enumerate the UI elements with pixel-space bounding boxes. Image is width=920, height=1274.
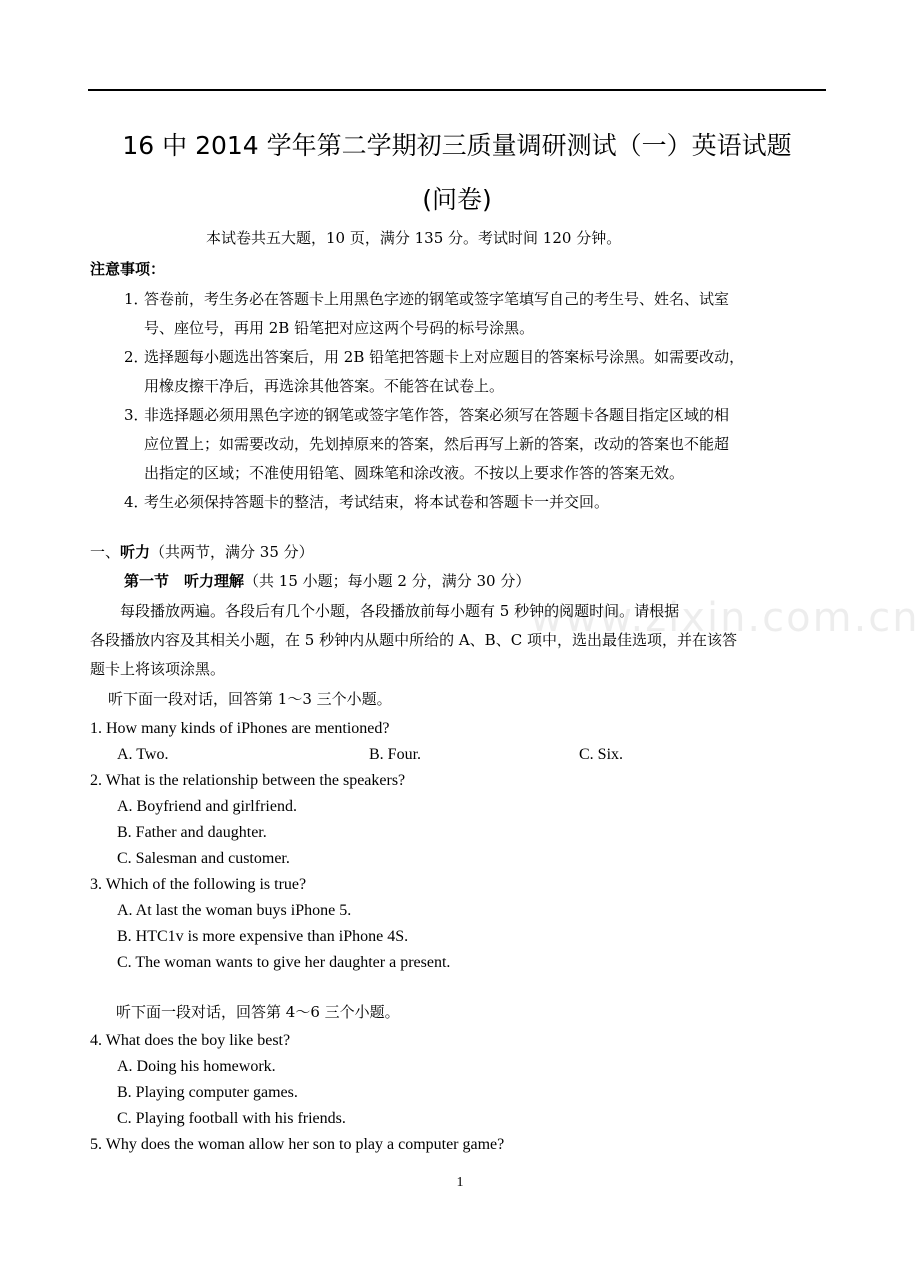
notice-list (124, 285, 828, 517)
notice-line: 出指定的区域；不准使用铅笔、圆珠笔和涂改液。不按以上要求作答的答案无效。 (144, 464, 685, 482)
option-a: A. Doing his homework. (117, 1058, 276, 1075)
question-stem: 3. Which of the following is true? (90, 876, 307, 893)
option-b: B. Playing computer games. (117, 1084, 298, 1101)
section1-instructions (90, 597, 828, 684)
dialog-note: 听下面一段对话，回答第 4～6 三个小题。 (116, 1003, 400, 1021)
notice-line: 非选择题必须用黑色字迹的钢笔或签字笔作答，答案必须写在答题卡各题目指定区域的相 (144, 406, 730, 424)
question-stem: 5. Why does the woman allow her son to play a computer game? (90, 1136, 505, 1153)
option-a: A. Two. (117, 746, 169, 763)
watermark: www.zixin.com.cn (530, 595, 920, 641)
option-c: C. Six. (579, 746, 624, 763)
question-stem: 4. What does the boy like best? (90, 1032, 291, 1049)
option-a: A. Boyfriend and girlfriend. (117, 798, 297, 815)
notice-heading: 注意事项： (90, 260, 166, 278)
notice-item-number: 4． (124, 493, 149, 511)
question-list (90, 716, 830, 976)
section1-detail: （共 15 小题；每小题 2 分，满分 30 分） (244, 572, 531, 590)
option-c: C. Playing football with his friends. (117, 1110, 346, 1127)
notice-line: 选择题每小题选出答案后，用 2B 铅笔把答题卡上对应题目的答案标号涂黑。如需要改动， (144, 348, 745, 366)
option-a: A. At last the woman buys iPhone 5. (117, 902, 352, 919)
notice-line: 应位置上；如需要改动，先划掉原来的答案，然后再写上新的答案，改动的答案也不能超 (144, 435, 730, 453)
notice-line: 号、座位号，再用 2B 铅笔把对应这两个号码的标号涂黑。 (144, 319, 535, 337)
section1-label: 第一节 听力理解 (124, 572, 245, 590)
notice-line: 用橡皮擦干净后，再选涂其他答案。不能答在试卷上。 (144, 377, 505, 395)
question-stem: 1. How many kinds of iPhones are mentioned? (90, 720, 390, 737)
notice-item (124, 401, 828, 488)
notice-item (124, 488, 828, 517)
instruction-line: 各段播放内容及其相关小题，在 5 秒钟内从题中所给的 A、B、C 项中，选出最佳选项，并在该答 (90, 631, 737, 649)
notice-item-number: 1． (124, 290, 149, 308)
option-c: C. Salesman and customer. (117, 850, 290, 867)
exam-title: 16 中 2014 学年第二学期初三质量调研测试（一）英语试题 (122, 131, 792, 160)
notice-item-number: 3． (124, 406, 149, 424)
part1-label: 听力 (120, 543, 151, 561)
option-b: B. HTC1v is more expensive than iPhone 4S. (117, 928, 409, 945)
part1-heading (90, 541, 314, 563)
notice-item (124, 285, 828, 343)
section1-heading (124, 570, 530, 592)
part1-detail: （共两节，满分 35 分） (150, 543, 314, 561)
notice-line: 考生必须保持答题卡的整洁，考试结束，将本试卷和答题卡一并交回。 (144, 493, 610, 511)
notice-item (124, 343, 828, 401)
dialog-note: 听下面一段对话，回答第 1～3 三个小题。 (108, 690, 392, 708)
instruction-line: 每段播放两遍。各段后有几个小题，各段播放前每小题有 5 秒钟的阅题时间。请根据 (90, 602, 680, 620)
page-number: 1 (456, 1175, 464, 1190)
exam-subtitle: (问卷) (422, 185, 492, 214)
question-list (90, 1028, 830, 1158)
question-options (90, 742, 830, 768)
option-b: B. Four. (369, 746, 422, 763)
question-stem: 2. What is the relationship between the speakers? (90, 772, 406, 789)
exam-intro: 本试卷共五大题，10 页，满分 135 分。考试时间 120 分钟。 (206, 229, 622, 247)
header-rule (88, 89, 826, 91)
notice-item-number: 2． (124, 348, 149, 366)
option-c: C. The woman wants to give her daughter a present. (117, 954, 451, 971)
part1-prefix: 一、 (90, 543, 121, 561)
instruction-line: 题卡上将该项涂黑。 (90, 660, 226, 678)
option-b: B. Father and daughter. (117, 824, 267, 841)
notice-line: 答卷前，考生务必在答题卡上用黑色字迹的钢笔或签字笔填写自己的考生号、姓名、试室 (144, 290, 730, 308)
